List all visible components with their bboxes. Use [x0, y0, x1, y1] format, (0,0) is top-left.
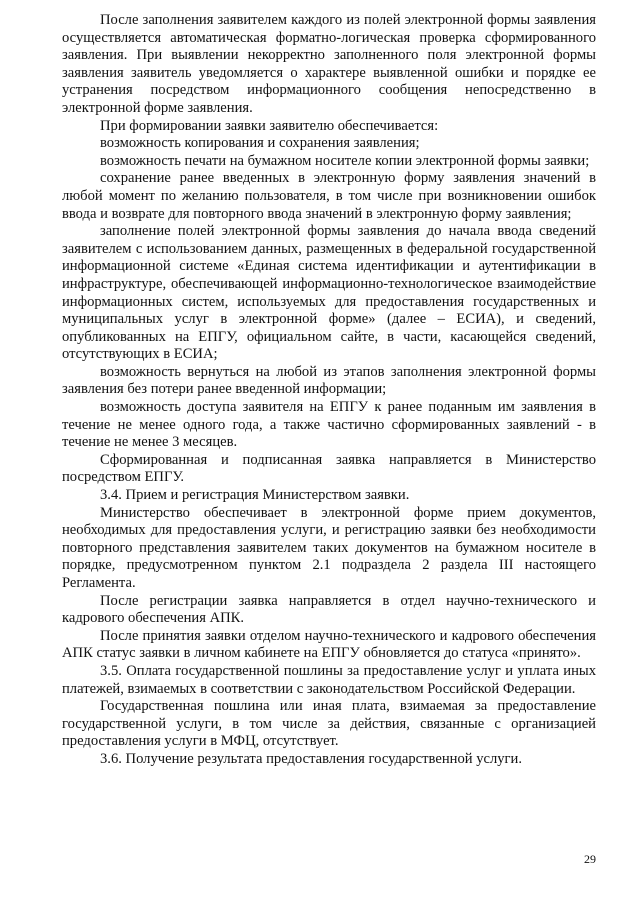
paragraph: При формировании заявки заявителю обеспечивается:	[100, 117, 439, 134]
section-heading: 3.6. Получение результата предоставления государственной услуги.	[100, 750, 522, 767]
document-page	[62, 12, 596, 769]
paragraph: Государственная пошлина или иная плата, взимаемая за предоставление государственной услуги, в том числе за действия, связанные с организацией предоставления услуги в МФЦ, отсутствует.	[62, 698, 596, 750]
list-item: возможность вернуться на любой из этапов заполнения электронной формы заявления без потери ранее введенной информации;	[62, 363, 596, 398]
list-item: возможность копирования и сохранения заявления;	[100, 135, 420, 152]
paragraph: После принятия заявки отделом научно-технического и кадрового обеспечения АПК статус заявки в личном кабинете на ЕПГУ обновляется до статуса «принято».	[62, 627, 596, 662]
list-item: возможность доступа заявителя на ЕПГУ к ранее поданным им заявления в течение не менее одного года, а также частично сформированных заявлений - в течение не менее 3 месяцев.	[62, 399, 596, 451]
paragraph: После регистрации заявка направляется в отдел научно-технического и кадрового обеспечения АПК.	[62, 592, 596, 627]
section-heading: 3.4. Прием и регистрация Министерством заявки.	[100, 487, 410, 504]
page-number: 29	[584, 852, 596, 866]
paragraph: Сформированная и подписанная заявка направляется в Министерство посредством ЕПГУ.	[62, 451, 596, 486]
list-item: заполнение полей электронной формы заявления до начала ввода сведений заявителем с использованием данных, размещенных в федеральной государственной информационной системе «Единая система идентификации и аутентификации в инфраструктуре, обеспечивающей информационно-технологическое взаимодействие информационных систем, используемых для предоставления государственных и муниципальных услуг в электронной форме» (далее – ЕСИА), и сведений, опубликованных на ЕПГУ, официальном сайте, в части, касающейся сведений, отсутствующих в ЕСИА;	[62, 223, 596, 363]
paragraph: Министерство обеспечивает в электронной форме прием документов, необходимых для предоставления услуги, и регистрацию заявки без необходимости повторного представления заявителем таких документов на бумажном носителе в порядке, предусмотренном пунктом 2.1 подраздела 2 раздела III настоящего Регламента.	[62, 504, 596, 591]
list-item: возможность печати на бумажном носителе копии электронной формы заявки;	[100, 152, 590, 169]
paragraph: После заполнения заявителем каждого из полей электронной формы заявления осуществляется автоматическая форматно-логическая проверка сформированного заявления. При выявлении некорректно заполненного поля электронной формы заявления заявитель уведомляется о характере выявленной ошибки и порядке ее устранения посредством информационного сообщения непосредственно в электронной форме заявления.	[62, 12, 596, 116]
list-item: сохранение ранее введенных в электронную форму заявления значений в любой момент по желанию пользователя, в том числе при возникновении ошибок ввода и возврате для повторного ввода значений в электронную форму заявления;	[62, 170, 596, 222]
section-heading: 3.5. Оплата государственной пошлины за предоставление услуг и уплата иных платежей, взимаемых в соответствии с законодательством Российской Федерации.	[62, 662, 596, 697]
